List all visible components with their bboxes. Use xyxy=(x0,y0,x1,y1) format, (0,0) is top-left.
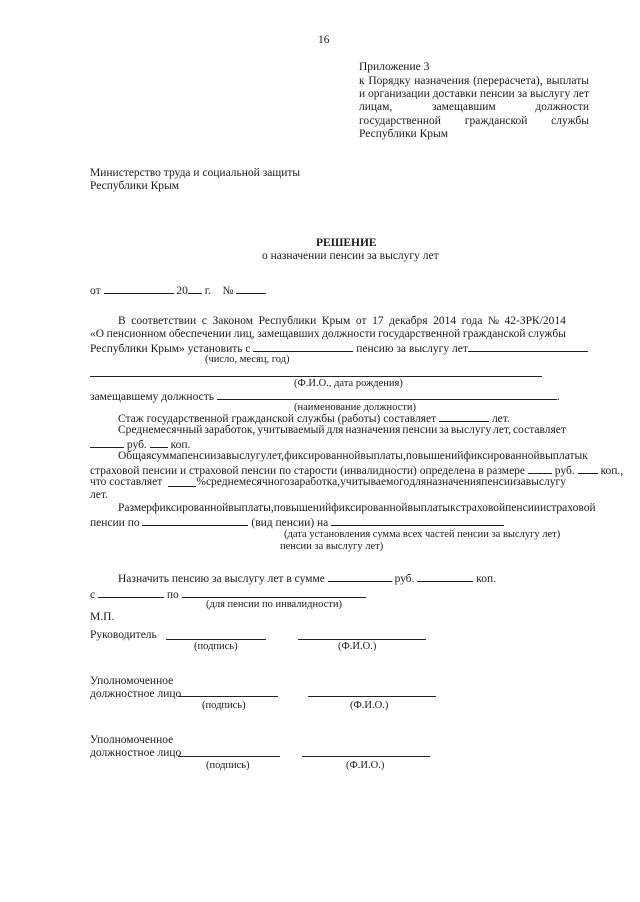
appendix-title: Приложение 3 xyxy=(359,61,430,73)
period-line: с по xyxy=(90,587,366,602)
page-number: 16 xyxy=(318,34,330,46)
authorized-fio-line xyxy=(308,696,436,697)
para5-line-2: пенсии по (вид пенсии) на xyxy=(90,515,391,530)
caption-disability: (для пенсии по инвалидности) xyxy=(206,599,342,610)
authorized2-fio-line xyxy=(302,756,430,757)
caption-authorized-signature: (подпись) xyxy=(202,700,246,711)
para1-line-2: «О пенсионном обеспечении лиц, замещавших должности государственной гражданской службы xyxy=(90,328,566,340)
appendix-line-2: и организации доставки пенсии за выслугу лет xyxy=(359,88,589,100)
caption-authorized2-signature: (подпись) xyxy=(206,760,250,771)
ministry-region: Республики Крым xyxy=(90,180,179,192)
authorized-label-1: Уполномоченное xyxy=(90,675,174,687)
caption-authorized-fio: (Ф.И.О.) xyxy=(350,700,389,711)
para4-line-3: что составляет % среднемесячного заработка, учитываемого для назначения пенсии за выслугу xyxy=(90,476,566,488)
caption-head-signature: (подпись) xyxy=(194,641,238,652)
caption-position: (наименование должности) xyxy=(294,402,417,413)
para1-line-3: Республики Крым» установить с пенсию за выслугу лет xyxy=(90,341,588,356)
position-line: замещавшему должность . xyxy=(90,391,560,403)
para3-line-1: Среднемесячный заработок, учитываемый для назначения пенсии за выслугу лет, составляет xyxy=(118,424,566,436)
appendix-line-1: к Порядку назначения (перерасчета), выплаты xyxy=(359,75,589,87)
caption-fio-dob: (Ф.И.О., дата рождения) xyxy=(294,378,403,389)
caption-date-sum: (дата установления сумма всех частей пенсии за выслугу лет) xyxy=(284,529,561,540)
caption-head-fio: (Ф.И.О.) xyxy=(338,641,377,652)
authorized2-label-1: Уполномоченное xyxy=(90,734,174,746)
authorized2-signature-line xyxy=(178,756,280,757)
stamp-place: М.П. xyxy=(90,611,115,623)
doc-subtitle: о назначении пенсии за выслугу лет xyxy=(262,250,439,262)
doc-title: РЕШЕНИЕ xyxy=(316,237,377,249)
para4-line-4: лет. xyxy=(90,489,108,501)
authorized2-label-2: должностное лицо xyxy=(90,747,182,759)
authorized-label-2: должностное лицо xyxy=(90,688,182,700)
para1-line-1: В соответствии с Законом Республики Крым от 17 декабря 2014 года № 42-ЗРК/2014 xyxy=(118,315,566,327)
caption-authorized2-fio: (Ф.И.О.) xyxy=(346,760,385,771)
head-label: Руководитель xyxy=(90,629,157,641)
authorized-signature-line xyxy=(178,696,278,697)
para3-line-2: руб. коп. xyxy=(90,437,190,452)
assign-pension-line: Назначить пенсию за выслугу лет в сумме руб. коп. xyxy=(118,573,497,585)
caption-pension-period: пенсии за выслугу лет) xyxy=(280,541,384,552)
para2-service-length: Стаж государственной гражданской службы (работы) составляет лет. xyxy=(118,413,510,425)
date-line: от 20 г. № xyxy=(90,283,266,298)
para5-line-1: Размер фиксированной выплаты, повышений фиксированной выплаты к страховой пенсии и страховой xyxy=(118,502,596,514)
caption-date: (число, месяц, год) xyxy=(205,354,290,365)
para4-line-1: Общая сумма пенсии за выслугу лет, фиксированной выплаты, повышений фиксированной выплаты к xyxy=(118,450,588,462)
appendix-line-3: лицам, замещавшим должности xyxy=(359,101,589,113)
para4-line-2: страховой пенсии и страховой пенсии по старости (инвалидности) определена в размере руб. коп., xyxy=(90,465,624,477)
appendix-line-4: государственной гражданской службы xyxy=(359,115,589,127)
ministry-name: Министерство труда и социальной защиты xyxy=(90,167,301,179)
sum-line xyxy=(372,525,504,526)
appendix-line-5: Республики Крым xyxy=(359,128,448,140)
